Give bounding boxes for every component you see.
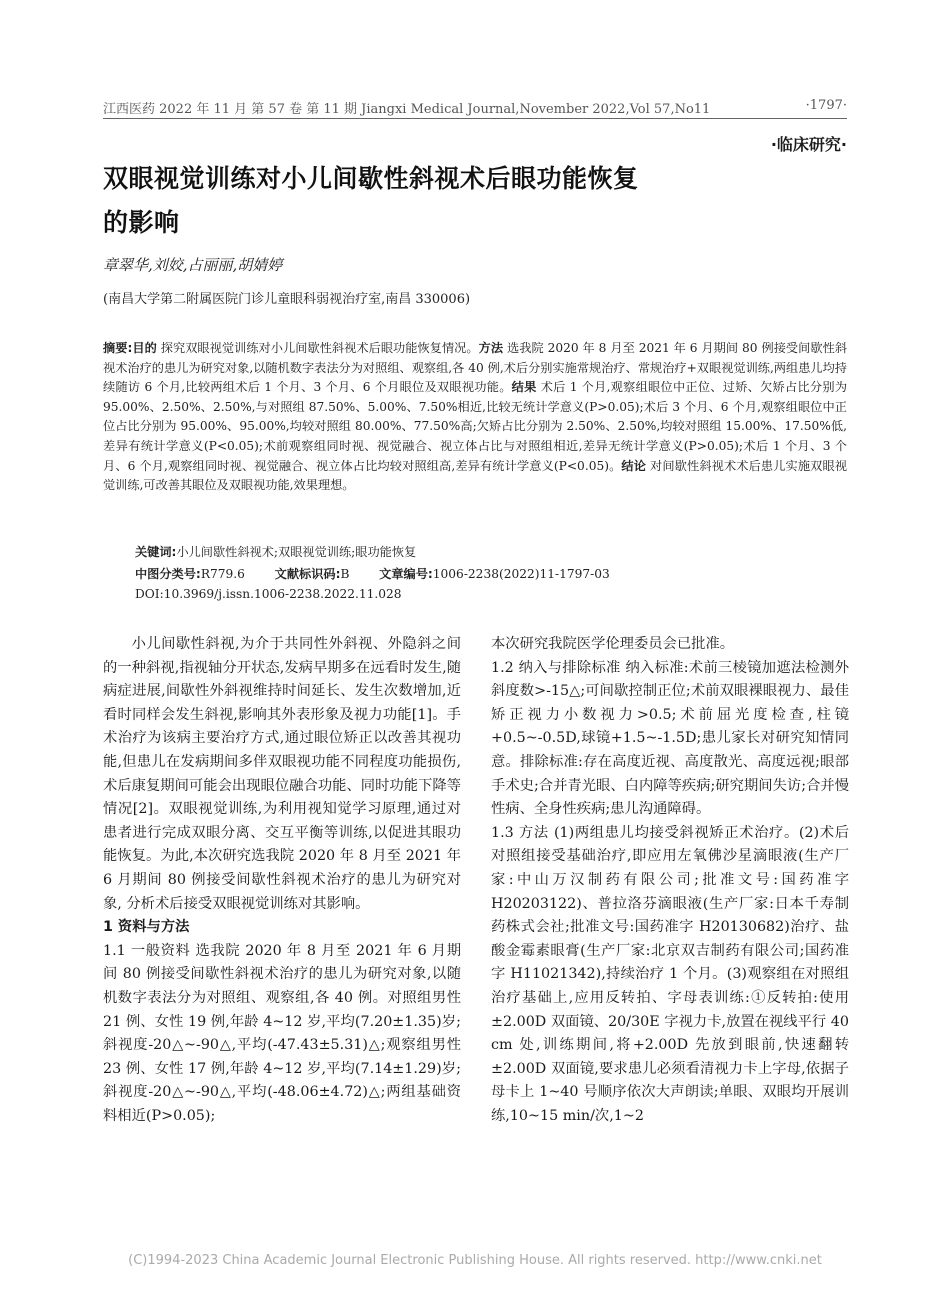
doi: DOI:10.3969/j.issn.1006-2238.2022.11.028 <box>135 587 402 601</box>
clc-value: R779.6 <box>200 567 245 581</box>
section-heading: 1 资料与方法 <box>103 919 190 936</box>
journal-info: 江西医药 2022 年 11 月 第 57 卷 第 11 期 Jiangxi Medical Journal,November 2022,Vol 57,No11 <box>103 102 711 117</box>
running-header <box>103 96 847 119</box>
abstract-conclusion: 对间歇性斜视术术后患儿实施双眼视觉训练,可改善其眼位及双眼视功能,效果理想。 <box>103 458 848 493</box>
right-column <box>491 633 849 1128</box>
copyright-footer: (C)1994-2023 China Academic Journal Electronic Publishing House. All rights reserved. http://www.cnki.net <box>128 1253 822 1268</box>
classification-line <box>135 565 610 582</box>
doc-code-label: 文献标识码: <box>274 567 341 581</box>
abstract-label: 摘要:目的 <box>103 341 157 355</box>
abstract-method: 选我院 2020 年 8 月至 2021 年 6 月期间 80 例接受间歇性斜视术治疗的患儿为研究对象,以随机数字表法分为对照组、观察组,各 40 例,术后分别实施常规治疗、常规治疗+双眼视觉训练,两组患儿均持续随访 6 个月,比较两组术后 1 个月、3 个月、6 个月眼位及双眼视功能。 <box>103 341 848 395</box>
paper-title: 双眼视觉训练对小儿间歇性斜视术后眼功能恢复的影响 <box>103 164 639 237</box>
keywords-value: 小儿间歇性斜视术;双眼视觉训练;眼功能恢复 <box>176 545 417 559</box>
section-tag: ·临床研究· <box>770 135 847 154</box>
keywords-label: 关键词: <box>135 545 177 559</box>
conclusion-label: 结论 <box>621 458 647 473</box>
affiliation: (南昌大学第二附属医院门诊儿童眼科弱视治疗室,南昌 330006) <box>103 292 471 307</box>
keywords <box>135 543 416 560</box>
criteria-paragraph: 1.2 纳入与排除标准 纳入标准:术前三棱镜加遮法检测外斜度数>-15△;可间歇控制正位;术前双眼裸眼视力、最佳矫正视力小数视力>0.5;术前屈光度检查,柱镜+0.5~-0.5D,球镜+1.5~-1.5D;患儿家长对研究知情同意。排除标准:存在高度近视、高度散光、高度远视;眼部手术史;合并青光眼、白内障等疾病;研究期间失访;合并慢性病、全身性疾病;患儿沟通障碍。 <box>491 659 849 818</box>
page-number: ·1797· <box>805 98 847 113</box>
doc-code-value: B <box>340 567 350 581</box>
authors: 章翠华,刘姣,占丽丽,胡婧婷 <box>103 256 283 274</box>
left-column <box>103 633 461 1128</box>
result-label: 结果 <box>511 380 537 395</box>
article-number-value: 1006-2238(2022)11-1797-03 <box>432 567 610 581</box>
clc-label: 中图分类号: <box>135 567 201 581</box>
intro-paragraph: 小儿间歇性斜视,为介于共同性外斜视、外隐斜之间的一种斜视,指视轴分开状态,发病早期多在远看时发生,随病症进展,间歇性外斜视维持时间延长、发生次数增加,近看时同样会发生斜视,影响其外表形象及视力功能[1]。手术治疗为该病主要治疗方式,通过眼位矫正以改善其视功能,但患儿在发病期间多伴双眼视功能不同程度功能损伤,术后康复期间可能会出现眼位融合功能、同时功能下降等情况[2]。双眼视觉训练,为利用视知觉学习原理,通过对患者进行完成双眼分离、交互平衡等训练,以促进其眼功能恢复。为此,本次研究选我院 2020 年 8 月至 2021 年 6 月期间 80 例接受间歇性斜视术治疗的患儿为研究对象, 分析术后接受双眼视觉训练对其影响。 <box>103 636 461 912</box>
abstract-result: 术后 1 个月,观察组眼位中正位、过矫、欠矫占比分别为 95.00%、2.50%、2.50%,与对照组 87.50%、5.00%、7.50%相近,比较无统计学意义(P>0.05);术后 3 个月、6 个月,观察组眼位中正位占比分别为 95.00%、95.00%,均较对照组 80.00%、77.50%高;欠矫占比分别为 2.50%、2.50%,均较对照组 15.00%、17.50%低,差异有统计学意义(P<0.05);术前观察组同时视、视觉融合、视立体占比与对照组相近,差异无统计学意义(P>0.05);术后 1 个月、3 个月、6 个月,观察组同时视、视觉融合、视立体占比均较对照组高,差异有统计学意义(P<0.05)。 <box>103 380 848 473</box>
methods-paragraph: 1.3 方法 (1)两组患儿均接受斜视矫正术治疗。(2)术后对照组接受基础治疗,即应用左氧佛沙星滴眼液(生产厂家:中山万汉制药有限公司;批准文号:国药准字 H20203122)、普拉洛芬滴眼液(生产厂家:日本千寿制药株式会社;批准文号:国药准字 H20130682)治疗、盐酸金霉素眼膏(生产厂家:北京双吉制药有限公司;国药准字 H11021342),持续治疗 1 个月。(3)观察组在对照组治疗基础上,应用反转拍、字母表训练:①反转拍:使用±2.00D 双面镜、20/30E 字视力卡,放置在视线平行 40 cm 处,训练期间,将+2.00D 先放到眼前,快速翻转±2.00D 双面镜,要求患儿必须看清视力卡上字母,依据子母卡上 1~40 号顺序依次大声朗读;单眼、双眼均开展训练,10~15 min/次,1~2 <box>491 824 849 1124</box>
article-number-label: 文章编号: <box>379 567 433 581</box>
ethics-paragraph: 本次研究我院医学伦理委员会已批准。 <box>491 636 735 652</box>
method-label: 方法 <box>478 341 504 355</box>
abstract-objective: 探究双眼视觉训练对小儿间歇性斜视术后眼功能恢复情况。 <box>156 341 479 355</box>
general-data-paragraph: 1.1 一般资料 选我院 2020 年 8 月至 2021 年 6 月期间 80 例接受间歇性斜视术治疗的患儿为研究对象,以随机数字表法分为对照组、观察组,各 40 例。对照组男性 21 例、女性 19 例,年龄 4~12 岁,平均(7.20±1.35)岁;斜视度-20△~-90△,平均(-47.43±5.31)△;观察组男性 23 例、女性 17 例,年龄 4~12 岁,平均(7.14±1.29)岁;斜视度-20△~-90△,平均(-48.06±4.72)△;两组基础资料相近(P>0.05); <box>103 942 461 1124</box>
abstract <box>103 339 847 496</box>
